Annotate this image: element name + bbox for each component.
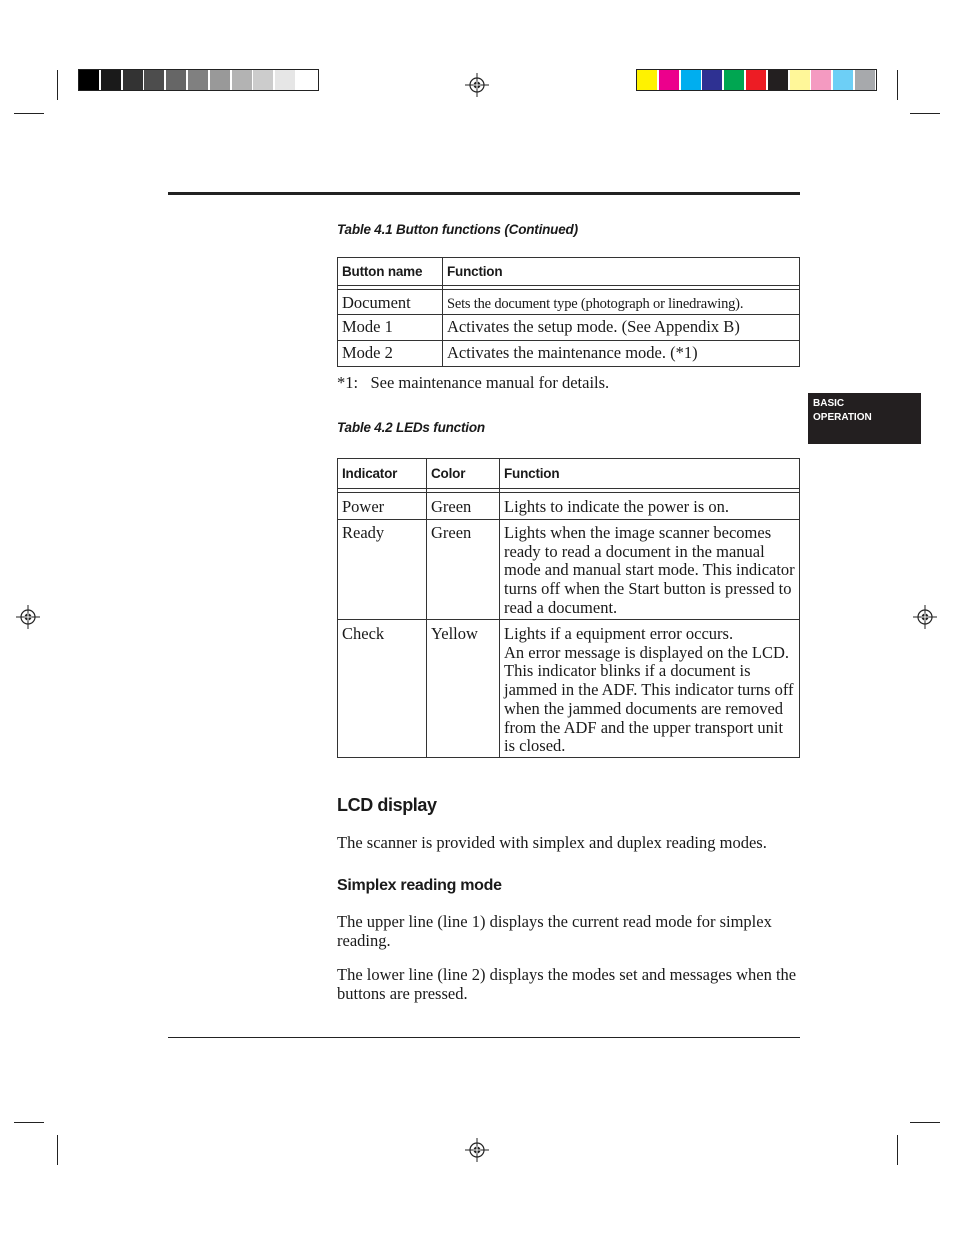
color-swatch (746, 70, 767, 90)
color-swatch (210, 70, 231, 90)
color-cell: Yellow (427, 620, 500, 758)
crop-mark (57, 70, 58, 100)
table-header-row (338, 459, 800, 489)
registration-target-icon (913, 605, 937, 629)
function-cell: Activates the setup mode. (See Appendix B) (443, 315, 800, 341)
paragraph: The lower line (line 2) displays the modes set and messages when the buttons are pressed. (337, 965, 797, 1003)
table-row (338, 290, 800, 315)
color-swatch (855, 70, 876, 90)
function-cell: Sets the document type (photograph or linedrawing). (443, 290, 800, 315)
subsection-heading: Simplex reading mode (337, 877, 502, 894)
paragraph: The upper line (line 1) displays the current read mode for simplex reading. (337, 912, 772, 950)
color-cell: Green (427, 493, 500, 520)
color-swatch (811, 70, 832, 90)
button-name-cell: Document (338, 290, 443, 315)
function-cell: Lights to indicate the power is on. (500, 493, 800, 520)
crop-mark (897, 70, 898, 100)
table-caption: Table 4.2 LEDs function (337, 420, 485, 435)
registration-target-icon (16, 605, 40, 629)
table-row (338, 493, 800, 520)
function-cell: Lights when the image scanner becomes ready to read a document in the manual mode and manual start mode. This indicator turns off when the Start button is pressed to read a document. (500, 520, 800, 620)
color-swatch (79, 70, 100, 90)
table-caption: Table 4.1 Button functions (Continued) (337, 222, 578, 237)
registration-target-icon (465, 1138, 489, 1162)
crop-mark (897, 1135, 898, 1165)
button-name-cell: Mode 2 (338, 341, 443, 367)
color-swatch (637, 70, 658, 90)
column-header: Color (427, 459, 500, 489)
button-functions-table (337, 257, 800, 367)
table-row (338, 520, 800, 620)
indicator-cell: Ready (338, 520, 427, 620)
color-swatch (253, 70, 274, 90)
function-cell: Lights if a equipment error occurs. An error message is displayed on the LCD. This indicator blinks if a document is jammed in the ADF. This indicator turns off when the jammed documents are removed from the ADF and the upper transport unit is closed. (500, 620, 800, 758)
section-tab-line1: BASIC (813, 398, 845, 409)
section-tab-line2: OPERATION (813, 412, 872, 423)
section-heading: LCD display (337, 795, 437, 815)
section-tab (808, 393, 921, 444)
column-header: Button name (338, 258, 443, 286)
footer-rule (168, 1037, 800, 1038)
color-swatch (702, 70, 723, 90)
table-footnote: *1: See maintenance manual for details. (337, 373, 610, 392)
table-row (338, 315, 800, 341)
color-swatch (188, 70, 209, 90)
function-cell: Activates the maintenance mode. (*1) (443, 341, 800, 367)
color-cell: Green (427, 520, 500, 620)
color-swatch (297, 70, 318, 90)
indicator-cell: Power (338, 493, 427, 520)
color-swatch (768, 70, 789, 90)
color-swatch (833, 70, 854, 90)
color-swatch (681, 70, 702, 90)
color-swatch (166, 70, 187, 90)
crop-mark (14, 1122, 44, 1123)
crop-mark (910, 1122, 940, 1123)
registration-target-icon (465, 73, 489, 97)
column-header: Function (443, 258, 800, 286)
crop-mark (57, 1135, 58, 1165)
color-swatch (232, 70, 253, 90)
color-swatch (275, 70, 296, 90)
section-intro: The scanner is provided with simplex and duplex reading modes. (337, 833, 767, 852)
header-rule (168, 192, 800, 195)
color-swatch (123, 70, 144, 90)
color-swatch (101, 70, 122, 90)
column-header: Indicator (338, 459, 427, 489)
table-row (338, 620, 800, 758)
color-swatch (659, 70, 680, 90)
table-header-row (338, 258, 800, 286)
button-name-cell: Mode 1 (338, 315, 443, 341)
column-header: Function (500, 459, 800, 489)
indicator-cell: Check (338, 620, 427, 758)
leds-function-table (337, 458, 800, 758)
color-swatch (144, 70, 165, 90)
table-row (338, 341, 800, 367)
crop-mark (910, 113, 940, 114)
crop-mark (14, 113, 44, 114)
color-swatch (790, 70, 811, 90)
color-swatch (724, 70, 745, 90)
